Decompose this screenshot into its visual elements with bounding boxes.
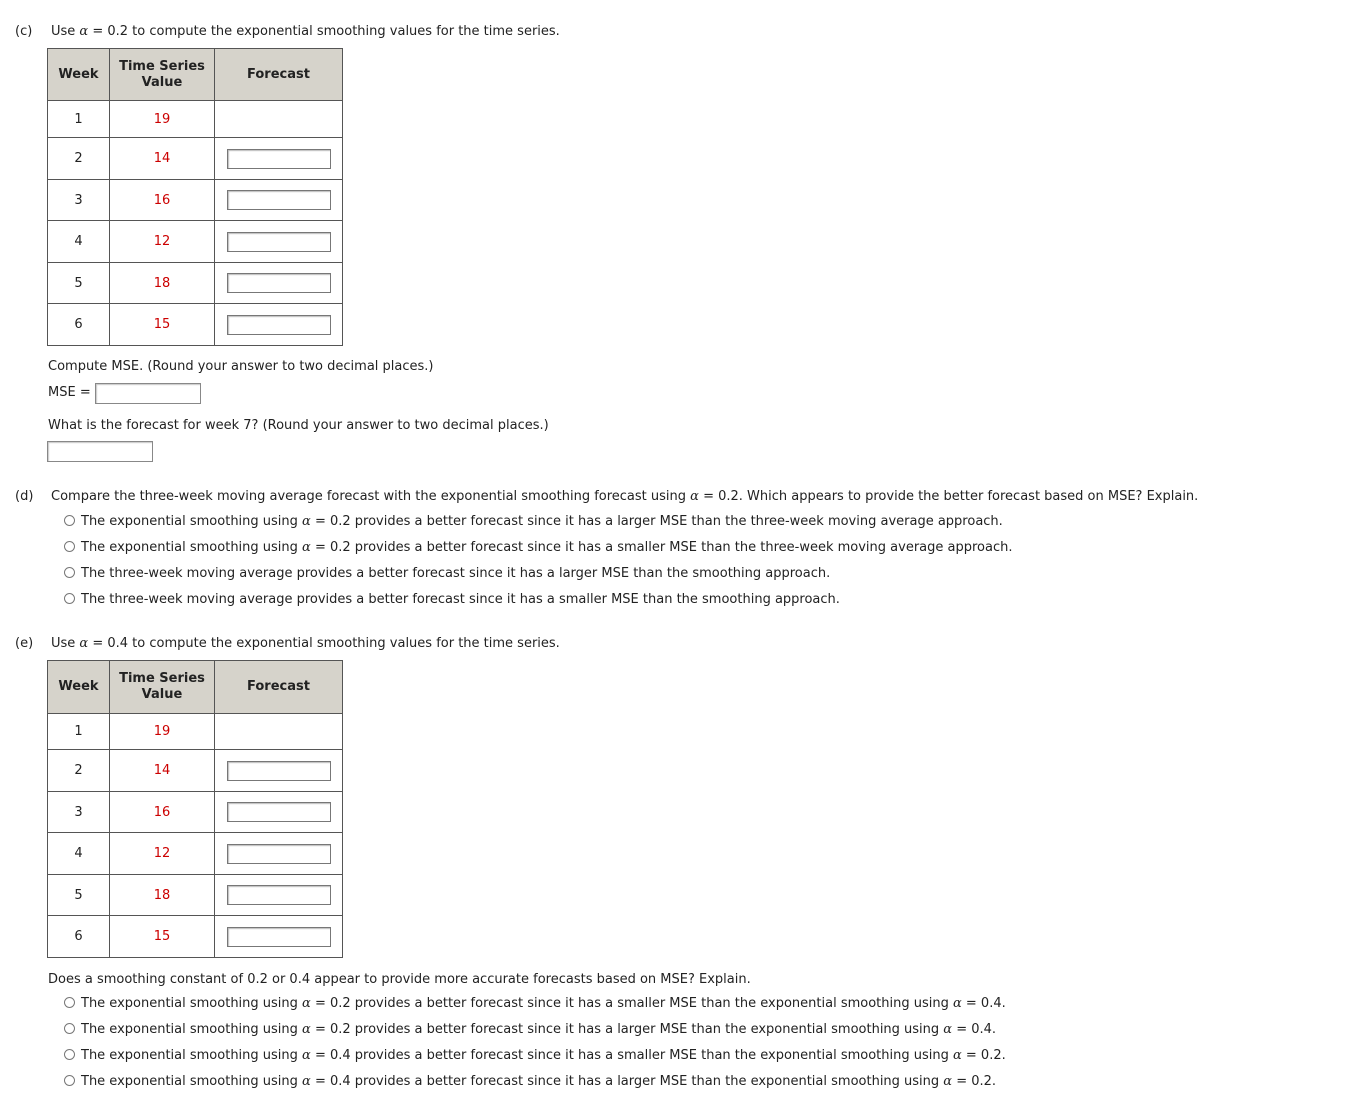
forecast-input-week-6[interactable] xyxy=(227,315,331,335)
week-cell: 4 xyxy=(48,221,110,263)
value-cell: 16 xyxy=(110,792,215,833)
alpha-symbol: α xyxy=(302,1074,311,1089)
forecast-input-week-3[interactable] xyxy=(227,190,331,210)
alpha-symbol: α xyxy=(952,996,962,1011)
radio-button[interactable] xyxy=(64,567,75,578)
forecast-header: Forecast xyxy=(215,661,343,714)
part-e-prompt: (e) Use α = 0.4 to compute the exponential smoothing values for the time series. xyxy=(15,636,560,651)
value-header: Time Series Value xyxy=(110,661,215,714)
forecast-input-week-4[interactable] xyxy=(227,232,331,252)
table-row xyxy=(48,792,343,833)
value-cell: 15 xyxy=(110,304,215,346)
mse-prompt: Compute MSE. (Round your answer to two decimal places.) xyxy=(48,359,434,374)
value-cell: 14 xyxy=(110,138,215,180)
week-cell: 2 xyxy=(48,138,110,180)
week7-forecast-input[interactable] xyxy=(47,441,153,462)
part-label: (d) xyxy=(15,489,34,504)
table-row xyxy=(48,833,343,875)
part-d-option-4[interactable]: The three-week moving average provides a better forecast since it has a smaller MSE than the smoothing approach. xyxy=(64,592,840,607)
forecast-input-week-5[interactable] xyxy=(227,273,331,293)
alpha-symbol: α xyxy=(943,1022,953,1037)
part-d-question: (d) Compare the three-week moving average forecast with the exponential smoothing forecast using α = 0.2. Which appears to provide the better forecast based on MSE? Explain. xyxy=(15,489,1199,504)
table-row xyxy=(48,875,343,916)
part-d-option-2[interactable]: The exponential smoothing using α = 0.2 provides a better forecast since it has a smaller MSE than the three-week moving average approach. xyxy=(64,540,1013,555)
forecast-cell xyxy=(215,875,343,916)
part-e-option-3[interactable]: The exponential smoothing using α = 0.4 provides a better forecast since it has a smaller MSE than the exponential smoothing using α = 0.2. xyxy=(64,1048,1006,1063)
week-cell: 4 xyxy=(48,833,110,875)
week-cell: 1 xyxy=(48,714,110,750)
forecast-input-week-2[interactable] xyxy=(227,149,331,169)
part-label: (c) xyxy=(15,24,33,39)
alpha-symbol: α xyxy=(302,996,311,1011)
alpha-symbol: α xyxy=(952,1048,962,1063)
forecast-cell-empty xyxy=(215,101,343,138)
alpha-symbol: α xyxy=(302,1048,311,1063)
forecast-cell xyxy=(215,833,343,875)
value-cell: 19 xyxy=(110,101,215,138)
part-c-table xyxy=(47,48,343,346)
table-row xyxy=(48,916,343,958)
value-cell: 18 xyxy=(110,263,215,304)
alpha-symbol: α xyxy=(302,514,311,529)
radio-button[interactable] xyxy=(64,515,75,526)
forecast-cell xyxy=(215,916,343,958)
table-row xyxy=(48,750,343,792)
forecast-input-week-4[interactable] xyxy=(227,844,331,864)
forecast-cell xyxy=(215,750,343,792)
forecast-input-week-5[interactable] xyxy=(227,885,331,905)
week-cell: 5 xyxy=(48,875,110,916)
week-cell: 1 xyxy=(48,101,110,138)
forecast-cell xyxy=(215,138,343,180)
forecast-input-week-3[interactable] xyxy=(227,802,331,822)
forecast-cell xyxy=(215,792,343,833)
radio-button[interactable] xyxy=(64,1049,75,1060)
table-row xyxy=(48,714,343,750)
alpha-symbol: α xyxy=(302,540,311,555)
week-cell: 2 xyxy=(48,750,110,792)
radio-button[interactable] xyxy=(64,593,75,604)
forecast-cell xyxy=(215,180,343,221)
part-d-option-1[interactable]: The exponential smoothing using α = 0.2 provides a better forecast since it has a larger MSE than the three-week moving average approach. xyxy=(64,514,1003,529)
mse-label: MSE = xyxy=(48,385,91,400)
table-row xyxy=(48,263,343,304)
part-d-option-3[interactable]: The three-week moving average provides a better forecast since it has a larger MSE than the smoothing approach. xyxy=(64,566,830,581)
part-e-table xyxy=(47,660,343,958)
value-cell: 19 xyxy=(110,714,215,750)
alpha-symbol: α xyxy=(943,1074,953,1089)
value-cell: 14 xyxy=(110,750,215,792)
radio-button[interactable] xyxy=(64,1075,75,1086)
forecast-cell-empty xyxy=(215,714,343,750)
week-cell: 6 xyxy=(48,304,110,346)
radio-button[interactable] xyxy=(64,1023,75,1034)
week-cell: 5 xyxy=(48,263,110,304)
forecast-cell xyxy=(215,304,343,346)
table-row xyxy=(48,180,343,221)
part-label: (e) xyxy=(15,636,34,651)
part-e-question: Does a smoothing constant of 0.2 or 0.4 appear to provide more accurate forecasts based on MSE? Explain. xyxy=(48,972,751,987)
forecast-input-week-2[interactable] xyxy=(227,761,331,781)
week7-prompt: What is the forecast for week 7? (Round your answer to two decimal places.) xyxy=(48,418,549,433)
value-cell: 15 xyxy=(110,916,215,958)
week-cell: 3 xyxy=(48,180,110,221)
forecast-cell xyxy=(215,263,343,304)
part-e-option-1[interactable]: The exponential smoothing using α = 0.2 provides a better forecast since it has a smaller MSE than the exponential smoothing using α = 0.4. xyxy=(64,996,1006,1011)
part-e-option-2[interactable]: The exponential smoothing using α = 0.2 provides a better forecast since it has a larger MSE than the exponential smoothing using α = 0.4. xyxy=(64,1022,996,1037)
radio-button[interactable] xyxy=(64,997,75,1008)
part-e-option-4[interactable]: The exponential smoothing using α = 0.4 provides a better forecast since it has a larger MSE than the exponential smoothing using α = 0.2. xyxy=(64,1074,996,1089)
week-cell: 6 xyxy=(48,916,110,958)
table-row xyxy=(48,101,343,138)
forecast-input-week-6[interactable] xyxy=(227,927,331,947)
value-cell: 16 xyxy=(110,180,215,221)
value-cell: 12 xyxy=(110,833,215,875)
value-cell: 18 xyxy=(110,875,215,916)
table-row xyxy=(48,221,343,263)
alpha-symbol: α xyxy=(79,636,89,651)
week-header: Week xyxy=(48,49,110,101)
week-cell: 3 xyxy=(48,792,110,833)
week-header: Week xyxy=(48,661,110,714)
alpha-symbol: α xyxy=(302,1022,311,1037)
radio-button[interactable] xyxy=(64,541,75,552)
table-row xyxy=(48,304,343,346)
alpha-symbol: α xyxy=(79,24,89,39)
forecast-cell xyxy=(215,221,343,263)
value-cell: 12 xyxy=(110,221,215,263)
part-c-prompt: (c) Use α = 0.2 to compute the exponential smoothing values for the time series. xyxy=(15,24,560,39)
mse-input[interactable] xyxy=(95,383,201,404)
value-header: Time Series Value xyxy=(110,49,215,101)
table-row xyxy=(48,138,343,180)
alpha-symbol: α xyxy=(690,489,699,504)
forecast-header: Forecast xyxy=(215,49,343,101)
